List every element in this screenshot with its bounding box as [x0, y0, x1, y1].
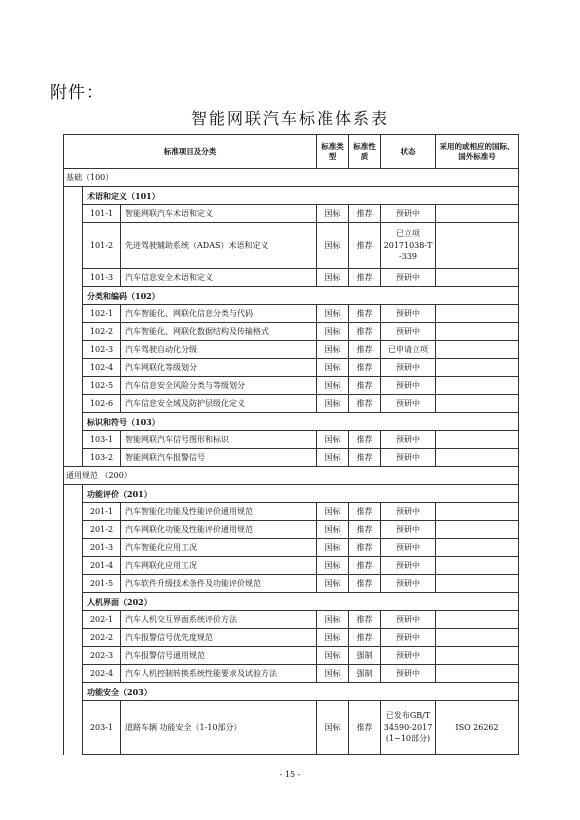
row-equivalent	[436, 647, 519, 665]
subcategory-label: 功能安全（203）	[83, 683, 519, 701]
row-nature: 推荐	[349, 503, 381, 521]
row-nature: 推荐	[349, 269, 381, 287]
row-name: 汽车驾驶自动化分级	[121, 341, 317, 359]
row-name: 汽车人机控制转换系统性能要求及试验方法	[121, 665, 317, 683]
row-name: 汽车软件升级技术条件及功能评价规范	[121, 575, 317, 593]
indent-cell	[64, 593, 83, 611]
row-code: 201-4	[83, 557, 121, 575]
row-status: 预研中	[381, 539, 436, 557]
row-name: 汽车智能化功能及性能评价通用规范	[121, 503, 317, 521]
row-code: 102-1	[83, 305, 121, 323]
row-nature: 推荐	[349, 521, 381, 539]
indent-cell	[64, 503, 83, 521]
row-nature: 推荐	[349, 431, 381, 449]
row-nature: 推荐	[349, 449, 381, 467]
row-name: 汽车报警信号优先度规范	[121, 629, 317, 647]
row-status: 预研中	[381, 611, 436, 629]
table-row	[64, 701, 519, 755]
row-equivalent	[436, 431, 519, 449]
row-status: 已申请立项	[381, 341, 436, 359]
row-name: 智能网联汽车报警信号	[121, 449, 317, 467]
subcategory-row	[64, 593, 519, 611]
category-row	[64, 467, 519, 485]
header-type: 标准类型	[317, 135, 349, 169]
row-equivalent	[436, 305, 519, 323]
row-type: 国标	[317, 431, 349, 449]
row-type: 国标	[317, 449, 349, 467]
row-type: 国标	[317, 647, 349, 665]
row-equivalent	[436, 521, 519, 539]
row-equivalent	[436, 557, 519, 575]
header-item: 标准项目及分类	[64, 135, 317, 169]
table-row	[64, 223, 519, 269]
row-code: 201-5	[83, 575, 121, 593]
indent-cell	[64, 377, 83, 395]
row-equivalent	[436, 539, 519, 557]
row-name: 汽车网联化应用工况	[121, 557, 317, 575]
row-nature: 推荐	[349, 539, 381, 557]
header-equivalent: 采用的或相应的国际、国外标准号	[436, 135, 519, 169]
indent-cell	[64, 359, 83, 377]
subcategory-label: 术语和定义（101）	[83, 187, 519, 205]
row-type: 国标	[317, 323, 349, 341]
table-header-row	[64, 135, 519, 169]
row-nature: 推荐	[349, 701, 381, 755]
row-equivalent	[436, 269, 519, 287]
row-type: 国标	[317, 395, 349, 413]
indent-cell	[64, 323, 83, 341]
row-nature: 推荐	[349, 359, 381, 377]
subcategory-row	[64, 413, 519, 431]
row-nature: 推荐	[349, 611, 381, 629]
category-label: 通用规范 （200）	[64, 467, 519, 485]
row-status: 预研中	[381, 521, 436, 539]
indent-cell	[64, 629, 83, 647]
row-status: 预研中	[381, 449, 436, 467]
row-code: 202-3	[83, 647, 121, 665]
row-name: 智能网联汽车信号图形和标识	[121, 431, 317, 449]
row-nature: 推荐	[349, 341, 381, 359]
indent-cell	[64, 701, 83, 755]
row-nature: 强制	[349, 665, 381, 683]
subcategory-row	[64, 287, 519, 305]
indent-cell	[64, 287, 83, 305]
category-row	[64, 169, 519, 187]
row-nature: 推荐	[349, 323, 381, 341]
row-code: 101-2	[83, 223, 121, 269]
subcategory-label: 人机界面（202）	[83, 593, 519, 611]
row-type: 国标	[317, 377, 349, 395]
row-type: 国标	[317, 557, 349, 575]
indent-cell	[64, 223, 83, 269]
row-equivalent	[436, 575, 519, 593]
row-type: 国标	[317, 539, 349, 557]
row-name: 道路车辆 功能安全（1-10部分）	[121, 701, 317, 755]
table-body	[64, 169, 519, 755]
row-type: 国标	[317, 701, 349, 755]
row-code: 202-1	[83, 611, 121, 629]
subcategory-label: 标识和符号（103）	[83, 413, 519, 431]
row-status: 预研中	[381, 359, 436, 377]
row-nature: 推荐	[349, 377, 381, 395]
row-status: 预研中	[381, 305, 436, 323]
row-status: 预研中	[381, 647, 436, 665]
row-status: 预研中	[381, 665, 436, 683]
table-row	[64, 665, 519, 683]
row-code: 102-6	[83, 395, 121, 413]
table-row	[64, 647, 519, 665]
indent-cell	[64, 521, 83, 539]
subcategory-label: 分类和编码（102）	[83, 287, 519, 305]
indent-cell	[64, 557, 83, 575]
attachment-label: 附件：	[50, 83, 104, 103]
row-nature: 推荐	[349, 205, 381, 223]
row-code: 201-1	[83, 503, 121, 521]
row-code: 102-2	[83, 323, 121, 341]
row-code: 202-4	[83, 665, 121, 683]
indent-cell	[64, 539, 83, 557]
row-code: 101-3	[83, 269, 121, 287]
indent-cell	[64, 395, 83, 413]
table-row	[64, 503, 519, 521]
row-name: 汽车智能化、网联化数据结构及传输格式	[121, 323, 317, 341]
row-code: 203-1	[83, 701, 121, 755]
row-equivalent	[436, 359, 519, 377]
row-status: 已立项 20171038-T -339	[381, 223, 436, 269]
row-nature: 推荐	[349, 557, 381, 575]
row-status: 预研中	[381, 557, 436, 575]
indent-cell	[64, 485, 83, 503]
row-name: 汽车网联化等级划分	[121, 359, 317, 377]
row-type: 国标	[317, 503, 349, 521]
row-name: 汽车信息安全术语和定义	[121, 269, 317, 287]
table-row	[64, 611, 519, 629]
row-equivalent	[436, 341, 519, 359]
row-equivalent	[436, 665, 519, 683]
standards-table	[63, 134, 519, 755]
row-type: 国标	[317, 629, 349, 647]
row-status: 预研中	[381, 503, 436, 521]
row-code: 102-3	[83, 341, 121, 359]
indent-cell	[64, 683, 83, 701]
row-equivalent	[436, 449, 519, 467]
table-row	[64, 269, 519, 287]
row-status: 预研中	[381, 395, 436, 413]
row-type: 国标	[317, 611, 349, 629]
document-title: 智能网联汽车标准体系表	[190, 109, 389, 128]
header-status: 状态	[381, 135, 436, 169]
row-name: 智能网联汽车术语和定义	[121, 205, 317, 223]
row-equivalent	[436, 611, 519, 629]
indent-cell	[64, 413, 83, 431]
row-name: 汽车智能化应用工况	[121, 539, 317, 557]
table-row	[64, 539, 519, 557]
row-nature: 强制	[349, 647, 381, 665]
row-nature: 推荐	[349, 223, 381, 269]
row-name: 汽车智能化、网联化信息分类与代码	[121, 305, 317, 323]
row-name: 汽车网联化功能及性能评价通用规范	[121, 521, 317, 539]
row-type: 国标	[317, 223, 349, 269]
table-row	[64, 359, 519, 377]
row-nature: 推荐	[349, 575, 381, 593]
table-row	[64, 575, 519, 593]
row-equivalent	[436, 323, 519, 341]
page-number: - 15 -	[279, 770, 301, 779]
table-row	[64, 323, 519, 341]
row-status: 预研中	[381, 431, 436, 449]
indent-cell	[64, 205, 83, 223]
indent-cell	[64, 647, 83, 665]
category-label: 基础（100）	[64, 169, 519, 187]
row-code: 103-2	[83, 449, 121, 467]
table-row	[64, 205, 519, 223]
table-row	[64, 431, 519, 449]
row-equivalent	[436, 205, 519, 223]
subcategory-row	[64, 187, 519, 205]
indent-cell	[64, 611, 83, 629]
indent-cell	[64, 341, 83, 359]
row-code: 201-2	[83, 521, 121, 539]
table-row	[64, 557, 519, 575]
indent-cell	[64, 187, 83, 205]
table-row	[64, 521, 519, 539]
row-name: 汽车信息安全风险分类与等级划分	[121, 377, 317, 395]
row-status: 预研中	[381, 575, 436, 593]
row-type: 国标	[317, 665, 349, 683]
row-equivalent	[436, 223, 519, 269]
subcategory-row	[64, 485, 519, 503]
table-row	[64, 449, 519, 467]
row-code: 101-1	[83, 205, 121, 223]
row-code: 201-3	[83, 539, 121, 557]
subcategory-label: 功能评价（201）	[83, 485, 519, 503]
row-nature: 推荐	[349, 305, 381, 323]
row-status: 预研中	[381, 629, 436, 647]
row-status: 预研中	[381, 323, 436, 341]
indent-cell	[64, 449, 83, 467]
indent-cell	[64, 431, 83, 449]
row-status: 预研中	[381, 269, 436, 287]
header-nature: 标准性质	[349, 135, 381, 169]
indent-cell	[64, 665, 83, 683]
row-code: 102-5	[83, 377, 121, 395]
row-type: 国标	[317, 521, 349, 539]
table-row	[64, 341, 519, 359]
row-type: 国标	[317, 359, 349, 377]
row-equivalent: ISO 26262	[436, 701, 519, 755]
table-row	[64, 629, 519, 647]
row-status: 预研中	[381, 205, 436, 223]
row-type: 国标	[317, 205, 349, 223]
row-code: 102-4	[83, 359, 121, 377]
row-name: 汽车人机交互界面系统评价方法	[121, 611, 317, 629]
row-code: 202-2	[83, 629, 121, 647]
row-equivalent	[436, 377, 519, 395]
row-code: 103-1	[83, 431, 121, 449]
table-row	[64, 395, 519, 413]
indent-cell	[64, 575, 83, 593]
row-status: 预研中	[381, 377, 436, 395]
indent-cell	[64, 305, 83, 323]
row-name: 汽车报警信号通用规范	[121, 647, 317, 665]
row-equivalent	[436, 503, 519, 521]
row-type: 国标	[317, 269, 349, 287]
row-type: 国标	[317, 341, 349, 359]
row-nature: 推荐	[349, 395, 381, 413]
indent-cell	[64, 269, 83, 287]
row-status: 已发布GB/T 34590-2017 (1~10部分)	[381, 701, 436, 755]
row-type: 国标	[317, 575, 349, 593]
row-equivalent	[436, 629, 519, 647]
table-row	[64, 377, 519, 395]
row-nature: 推荐	[349, 629, 381, 647]
row-name: 汽车信息安全域及防护层级化定义	[121, 395, 317, 413]
row-name: 先进驾驶辅助系统（ADAS）术语和定义	[121, 223, 317, 269]
row-equivalent	[436, 395, 519, 413]
table-row	[64, 305, 519, 323]
row-type: 国标	[317, 305, 349, 323]
subcategory-row	[64, 683, 519, 701]
